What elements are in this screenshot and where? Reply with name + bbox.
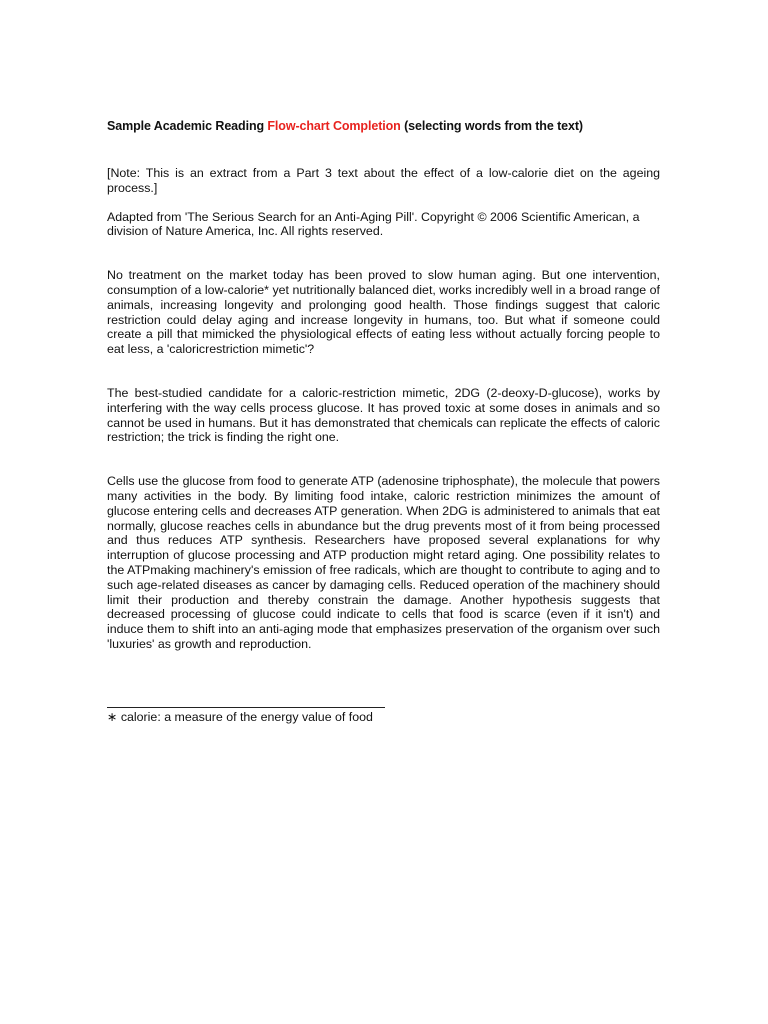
footnote-divider bbox=[107, 707, 385, 708]
document-page bbox=[107, 118, 660, 725]
title-highlight: Flow-chart Completion bbox=[267, 119, 401, 133]
note-paragraph: [Note: This is an extract from a Part 3 text about the effect of a low-calorie diet on the ageing process.] bbox=[107, 166, 660, 195]
source-attribution bbox=[107, 210, 660, 240]
title-prefix: Sample Academic Reading bbox=[107, 119, 265, 133]
title-suffix: (selecting words from the text) bbox=[404, 119, 583, 133]
page-title bbox=[107, 118, 660, 134]
source-line-1: Adapted from 'The Serious Search for an Anti-Aging Pill'. Copyright © 2006 Scientific American, a bbox=[107, 209, 640, 224]
source-line-2: division of Nature America, Inc. All rights reserved. bbox=[107, 224, 384, 239]
footnote: ∗ calorie: a measure of the energy value of food bbox=[107, 709, 373, 724]
body-paragraph-3: Cells use the glucose from food to generate ATP (adenosine triphosphate), the molecule that powers many activities in the body. By limiting food intake, caloric restriction minimizes the amount of glucose entering cells and decreases ATP generation. When 2DG is administered to animals that eat normally, glucose reaches cells in abundance but the drug prevents most of it from being processed and thus reduces ATP synthesis. Researchers have proposed several explanations for why interruption of glucose processing and ATP production might retard aging. One possibility relates to the ATPmaking machinery's emission of free radicals, which are thought to contribute to aging and to such age-related diseases as cancer by damaging cells. Reduced operation of the machinery should limit their production and thereby constrain the damage. Another hypothesis suggests that decreased processing of glucose could indicate to cells that food is scarce (even if it isn't) and induce them to shift into an anti-aging mode that emphasizes preservation of the organism over such 'luxuries' as growth and reproduction. bbox=[107, 474, 660, 651]
body-paragraph-2: The best-studied candidate for a caloric-restriction mimetic, 2DG (2-deoxy-D-glucose), works by interfering with the way cells process glucose. It has proved toxic at some doses in animals and so cannot be used in humans. But it has demonstrated that chemicals can replicate the effects of caloric restriction; the trick is finding the right one. bbox=[107, 385, 660, 445]
body-paragraph-1: No treatment on the market today has been proved to slow human aging. But one intervention, consumption of a low-calorie* yet nutritionally balanced diet, works incredibly well in a broad range of animals, increasing longevity and prolonging good health. Those findings suggest that caloric restriction could delay aging and increase longevity in humans, too. But what if someone could create a pill that mimicked the physiological effects of eating less without actually forcing people to eat less, a 'caloricrestriction mimetic'? bbox=[107, 268, 660, 357]
